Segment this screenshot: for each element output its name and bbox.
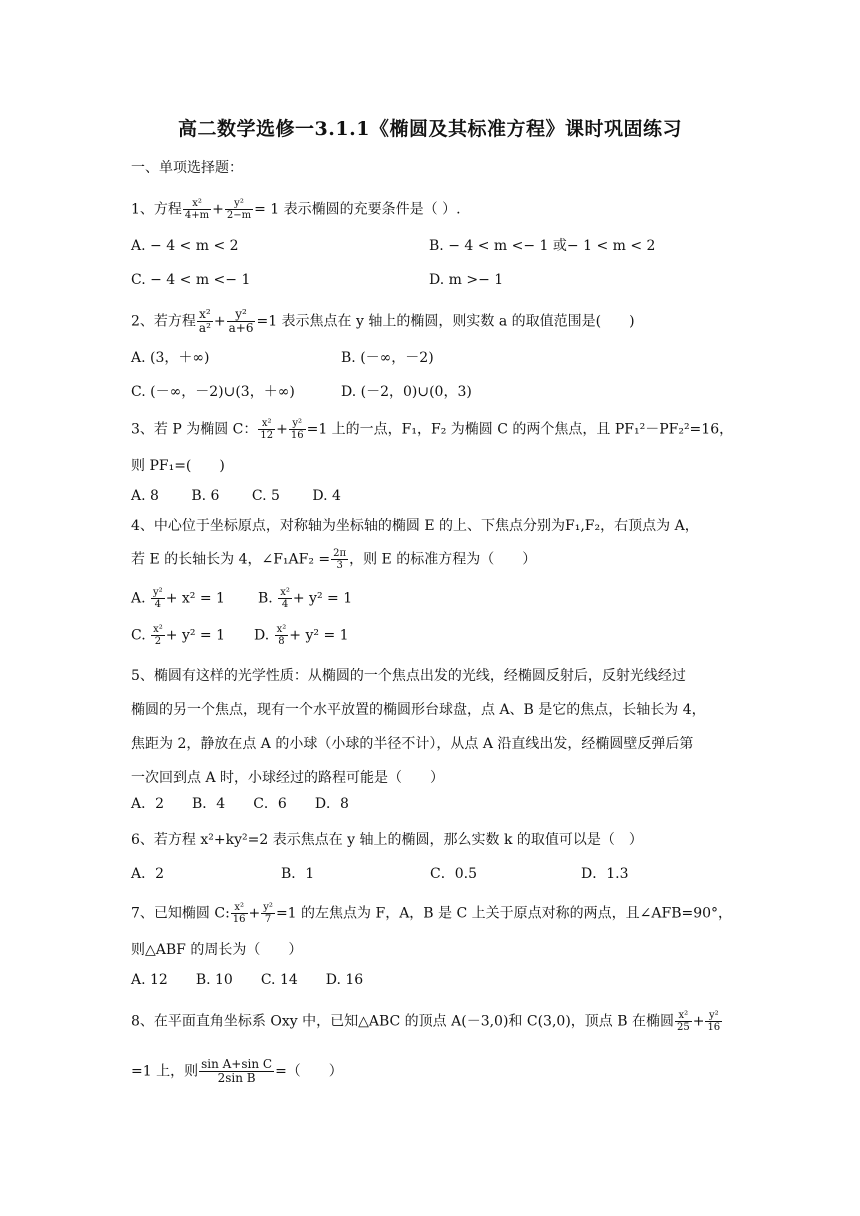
question-2: 2、若方程 $\frac{\text{x²}}{\text{a²}}$ + $\frac{\text{y²}}{a+6}$ =1 表示焦点在 y 轴上的椭圆，则实数 a 的取值范围是( ) [131, 307, 635, 335]
question-3-options: A. 8 B. 6 C. 5 D. 4 [131, 488, 341, 504]
fraction: $\frac{\text{x²}}{4}$ [280, 587, 290, 610]
section-heading: 一、单项选择题： [131, 160, 243, 176]
fraction: $\frac{\text{sin A+sin C}}{\text{2sin B}}$ [201, 1057, 273, 1085]
question-5-options: A．2 B．4 C．6 D．8 [131, 796, 349, 812]
question-7-options: A. 12 B. 10 C. 14 D. 16 [131, 972, 364, 988]
option-a: A．2 [131, 866, 165, 882]
option-b: B. (－∞，－2) [341, 350, 434, 366]
option-d: D. (－2，0)∪(0，3) [341, 384, 472, 400]
page-title: 高二数学选修一3.1.1《椭圆及其标准方程》课时巩固练习 [178, 118, 682, 140]
option-b: B. − 4 < m <− 1 或− 1 < m < 2 [429, 238, 656, 254]
question-6: 6、若方程 x²+ky²=2 表示焦点在 y 轴上的椭圆，那么实数 k 的取值可以是（ ） [131, 832, 643, 848]
question-1: 1、方程 $\frac{\text{x²}}{4+m}$ + $\frac{\text{y²}}{2-m}$ = 1 表示椭圆的充要条件是（ ）. [131, 198, 461, 221]
fraction: $\frac{\text{y²}}{16}$ [290, 418, 304, 441]
fraction: $\frac{2\pi}{3}$ [333, 548, 347, 571]
fraction: $\frac{\text{y²}}{a+6}$ [228, 307, 254, 335]
question-5: 5、椭圆有这样的光学性质：从椭圆的一个焦点出发的光线，经椭圆反射后，反射光线经过 [131, 668, 686, 684]
fraction: $\frac{\text{x²}}{16}$ [232, 902, 246, 925]
question-5-line-4: 一次回到点 A 时，小球经过的路程可能是（ ） [131, 770, 445, 786]
fraction: $\frac{\text{y²}}{16}$ [707, 1010, 721, 1033]
option-b: B. $\frac{\text{x²}}{4}$ + y² = 1 [258, 587, 353, 610]
option-a: A. (3，＋∞) [131, 350, 210, 366]
option-b: B．1 [281, 866, 315, 882]
option-c: C．0.5 [430, 866, 477, 882]
option-a: A. $\frac{\text{y²}}{4}$ + x² = 1 [131, 587, 225, 610]
question-3-line-2: 则 PF₁=( ) [131, 458, 225, 474]
fraction: $\frac{\text{x²}}{4+m}$ [184, 198, 210, 221]
question-5-line-2: 椭圆的另一个焦点，现有一个水平放置的椭圆形台球盘，点 A、B 是它的焦点，长轴长为 4， [131, 702, 706, 718]
fraction: $\frac{\text{x²}}{8}$ [276, 624, 287, 647]
option-d: D．1.3 [581, 866, 629, 882]
question-7: 7、已知椭圆 C: $\frac{\text{x²}}{16}$ + $\frac{\text{y²}}{7}$ =1 的左焦点为 F，A，B 是 C 上关于原点对称的两点，且∠AFB=90°， [131, 902, 733, 925]
fraction: $\frac{\text{y²}}{2-m}$ [226, 198, 252, 221]
fraction: $\frac{\text{x²}}{2}$ [153, 624, 163, 647]
question-4-line-2: 若 E 的长轴长为 4，∠F₁AF₂ = $\frac{2\pi}{3}$ ，则 E 的标准方程为（ ） [131, 548, 537, 571]
question-4: 4、中心位于坐标原点，对称轴为坐标轴的椭圆 E 的上、下焦点分别为F₁,F₂，右顶点为 A， [131, 518, 699, 534]
fraction: $\frac{\text{y²}}{7}$ [263, 902, 273, 925]
question-5-line-3: 焦距为 2，静放在点 A 的小球（小球的半径不计），从点 A 沿直线出发，经椭圆壁反弹后第 [131, 736, 694, 752]
option-c: C. (－∞，－2)∪(3，＋∞) [131, 384, 295, 400]
question-8-line-2: =1 上，则 $\frac{\text{sin A+sin C}}{\text{2sin B}}$ =（ ） [131, 1057, 343, 1085]
option-d: D. m >− 1 [429, 272, 504, 288]
option-a: A. − 4 < m < 2 [131, 238, 239, 254]
question-3: 3、若 P 为椭圆 C： $\frac{\text{x²}}{12}$ + $\frac{\text{y²}}{16}$ =1 上的一点，F₁，F₂ 为椭圆 C 的两个焦点，且 PF₁²－PF₂²=16， [131, 418, 734, 441]
question-7-line-2: 则△ABF 的周长为（ ） [131, 942, 303, 958]
option-c: C. − 4 < m <− 1 [131, 272, 251, 288]
fraction: $\frac{\text{x²}}{\text{a²}}$ [198, 307, 211, 335]
fraction: $\frac{\text{y²}}{4}$ [153, 587, 163, 610]
fraction: $\frac{\text{x²}}{12}$ [260, 418, 274, 441]
question-8: 8、在平面直角坐标系 Oxy 中，已知△ABC 的顶点 A(－3,0)和 C(3,0)，顶点 B 在椭圆 $\frac{\text{x²}}{25}$ + $\frac{\text{y²}}{16}$ [131, 1010, 721, 1033]
option-d: D. $\frac{\text{x²}}{8}$ + y² = 1 [254, 624, 349, 647]
fraction: $\frac{\text{x²}}{25}$ [676, 1010, 690, 1033]
option-c: C. $\frac{\text{x²}}{2}$ + y² = 1 [131, 624, 226, 647]
